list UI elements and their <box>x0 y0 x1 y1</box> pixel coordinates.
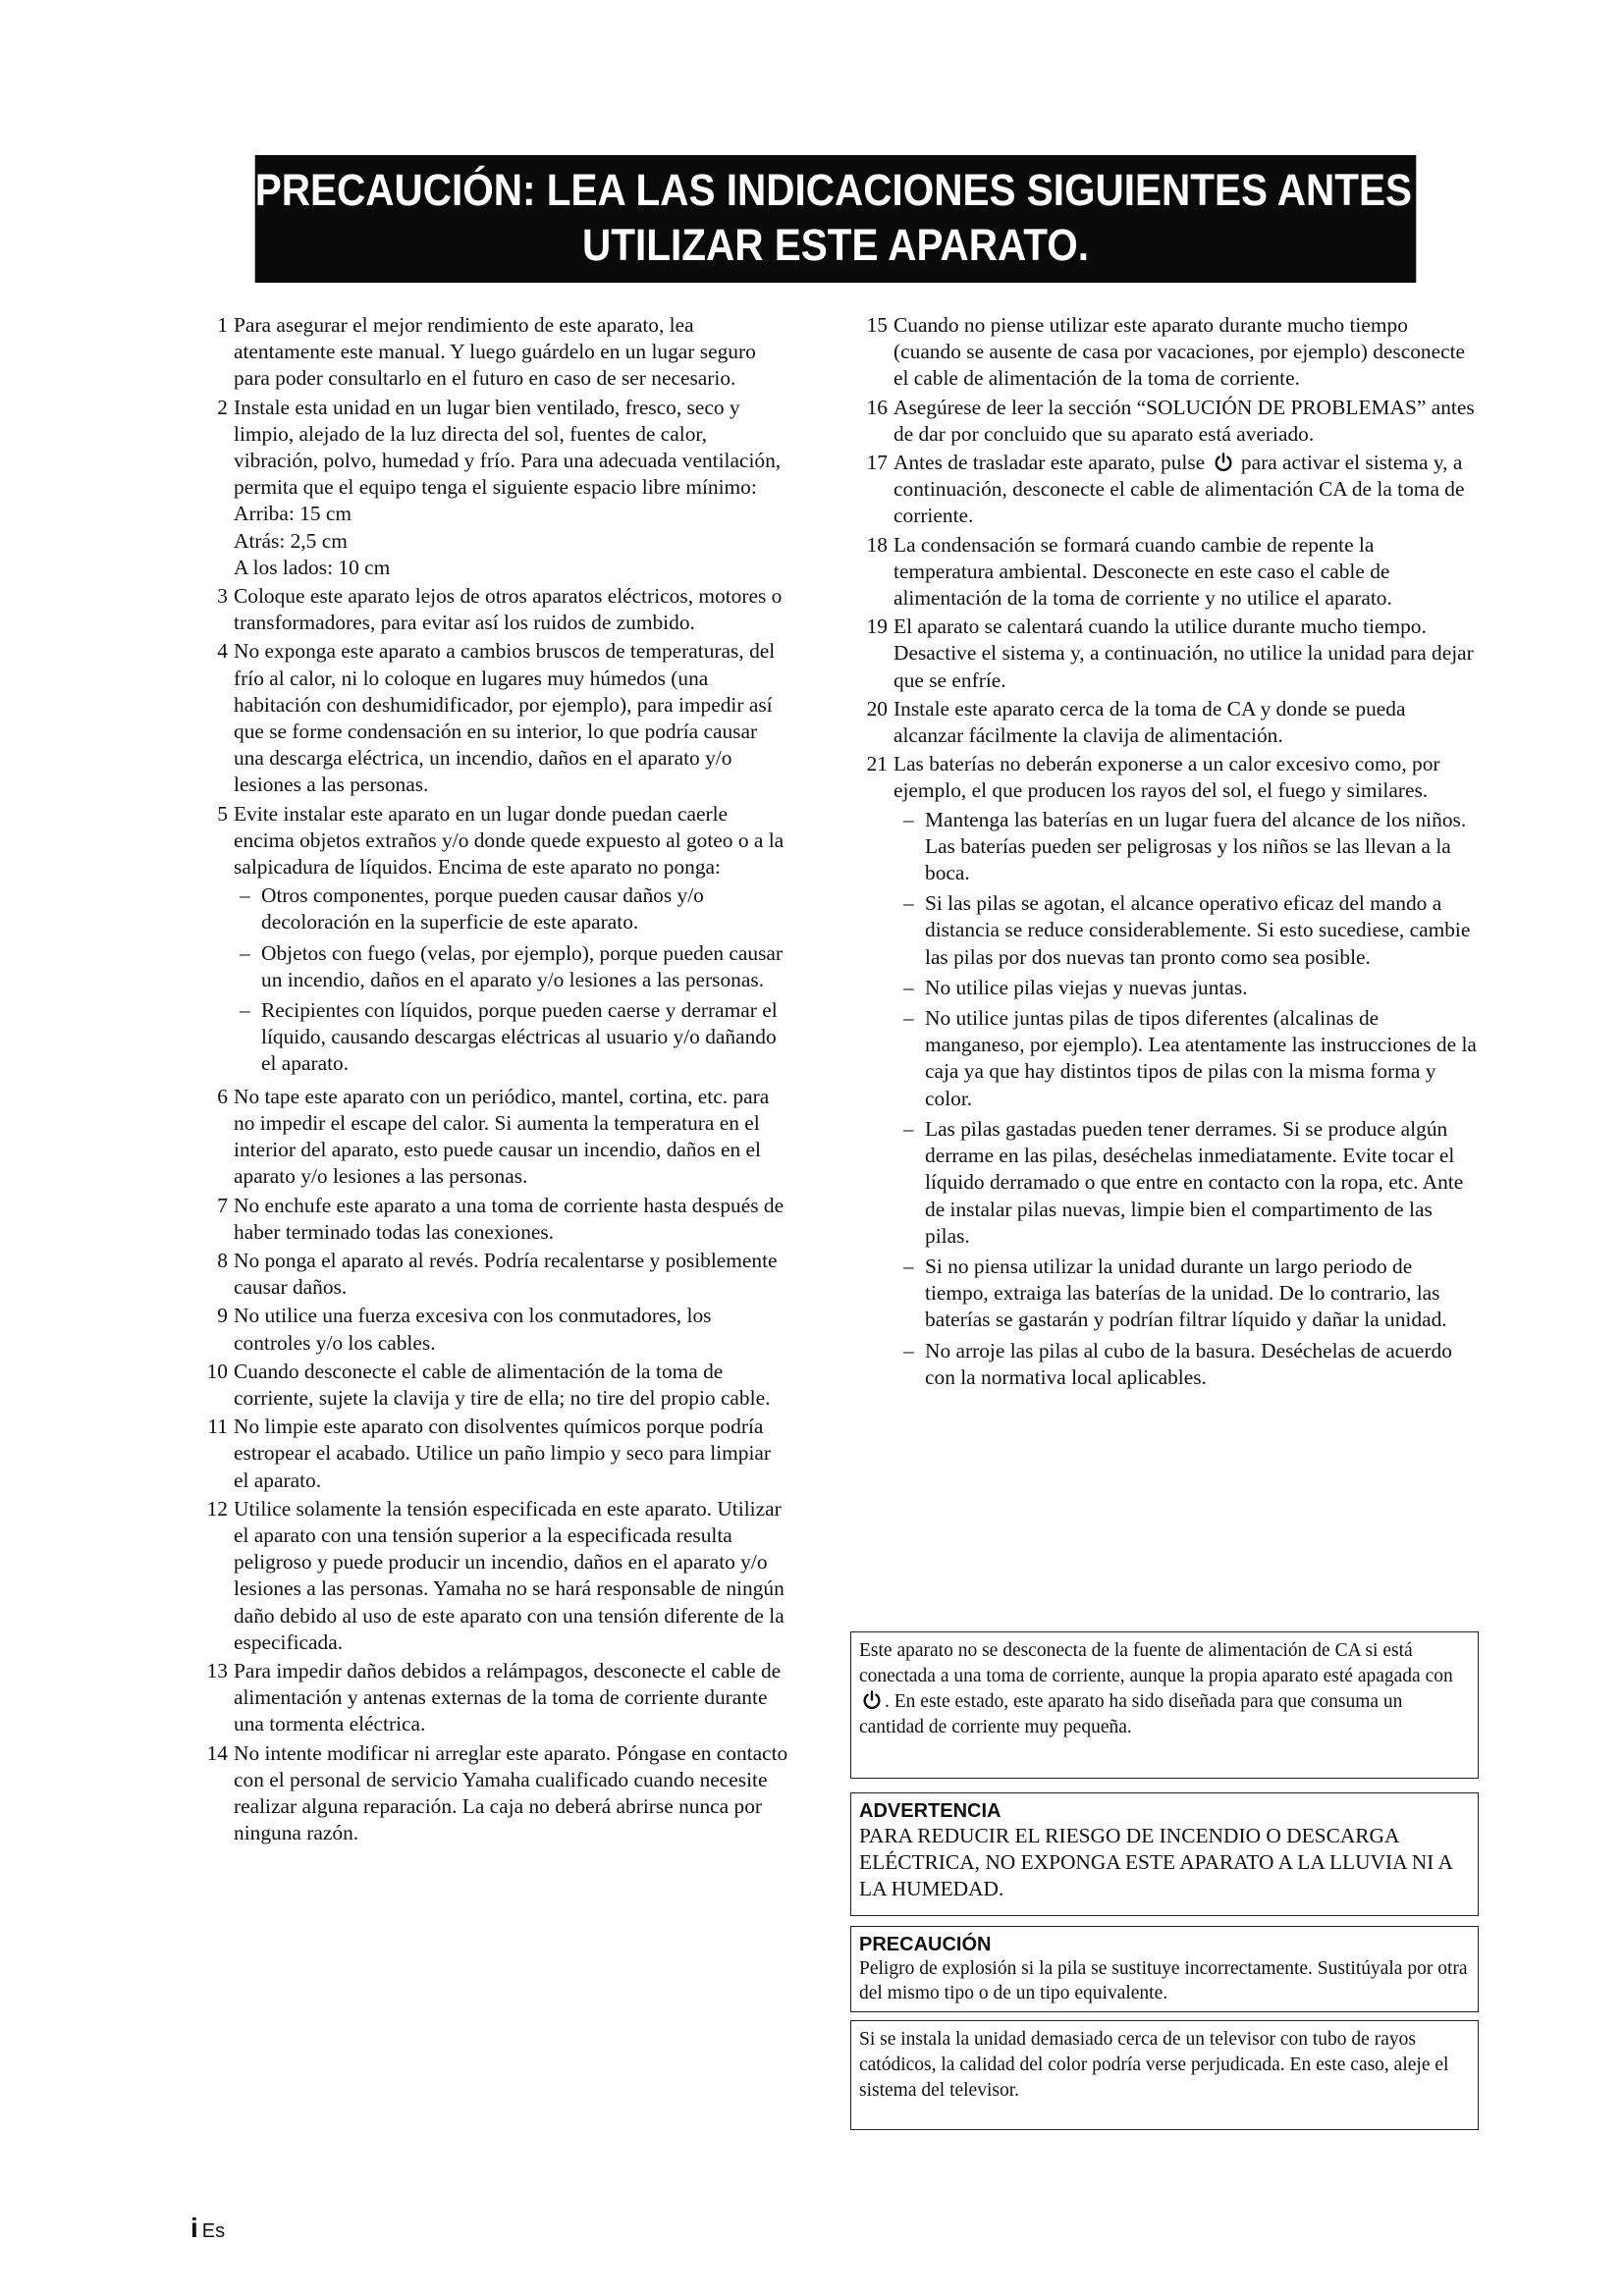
item-text: Cuando no piense utilizar este aparato durante mucho tiempo (cuando se ausente de casa por vacaciones, por ejemplo) desconecte el cable de alimentación de la toma de corriente. <box>893 313 1466 391</box>
list-item-18 <box>850 532 1479 613</box>
item-text-pre: Antes de trasladar este aparato, pulse <box>893 451 1206 475</box>
item-number: 3 <box>217 584 228 609</box>
warning-heading: ADVERTENCIA <box>859 1800 1001 1822</box>
list-item-14 <box>190 1740 789 1847</box>
left-column <box>190 312 789 1848</box>
item-text <box>893 450 1479 530</box>
item-number: 17 <box>866 451 888 475</box>
sub-item-text: Las pilas gastadas pueden tener derrames. Si se produce algún derrame en las pilas, deséchelas inmediatamente. Evite tocar el líquido derramado o que entre en contacto con la ropa, etc. Ante de instalar pilas nuevas, limpie bien el compartimento de las pilas. <box>925 1116 1464 1248</box>
standby-text-post: . En este estado, este aparato ha sido diseñada para que consuma un cantidad de corriente muy pequeña. <box>859 1691 1403 1737</box>
banner-line-2: UTILIZAR ESTE APARATO. <box>581 220 1090 270</box>
item-number: 2 <box>217 395 228 419</box>
item-number: 13 <box>206 1658 228 1682</box>
dash-marker: – <box>903 975 914 999</box>
item-number: 9 <box>217 1304 228 1328</box>
battery-sub-list <box>850 807 1479 1391</box>
item-text: Las baterías no deberán exponerse a un calor excesivo como, por ejemplo, el que producen los rayos del sol, el fuego y similares. <box>893 752 1440 803</box>
sub-list-item <box>903 890 1479 971</box>
list-item-19 <box>850 614 1479 694</box>
right-column <box>850 312 1479 1395</box>
warning-box <box>850 1792 1479 1916</box>
sub-item-text: No utilice pilas viejas y nuevas juntas. <box>925 975 1248 999</box>
clearance-top: Arriba: 15 cm <box>234 502 352 526</box>
sub-list-item <box>903 1254 1479 1334</box>
sub-item-text: No arroje las pilas al cubo de la basura. Deséchelas de acuerdo con la normativa local aplicables. <box>925 1338 1452 1389</box>
caution-heading: PRECAUCIÓN <box>859 1934 992 1955</box>
standby-notice-box <box>850 1631 1479 1779</box>
item-number: 6 <box>217 1084 228 1108</box>
item-number: 4 <box>217 639 228 664</box>
tv-notice-text: Si se instala la unidad demasiado cerca de un televisor con tubo de rayos catódicos, la calidad del color podría verse perjudicada. En este caso, aleje el sistema del televisor. <box>859 2029 1449 2101</box>
sub-item-text: Si las pilas se agotan, el alcance operativo eficaz del mando a distancia se reduce considerablemente. Si esto sucediese, cambie las pilas por dos nuevas tan pronto como sea posible. <box>925 891 1471 969</box>
clearance-back: Atrás: 2,5 cm <box>234 528 348 553</box>
list-item-13 <box>190 1658 789 1738</box>
item-number: 19 <box>866 614 888 639</box>
tv-notice-box <box>850 2020 1479 2130</box>
sub-item-text: Otros componentes, porque pueden causar daños y/o decoloración en la superficie de este aparato. <box>261 883 704 934</box>
item-number: 7 <box>217 1193 228 1217</box>
dash-marker: – <box>903 1116 914 1141</box>
item-text: No enchufe este aparato a una toma de corriente hasta después de haber terminado todas las conexiones. <box>234 1193 785 1244</box>
list-item-20 <box>850 696 1479 749</box>
sub-item-text: Mantenga las baterías en un lugar fuera del alcance de los niños. Las baterías pueden ser peligrosas y los niños se las llevan a la boca. <box>925 807 1467 885</box>
item-text: Instale este aparato cerca de la toma de CA y donde se pueda alcanzar fácilmente la clavija de alimentación. <box>893 696 1406 748</box>
power-icon <box>1213 452 1234 473</box>
sub-list-item <box>903 1005 1479 1112</box>
sub-list-item <box>240 940 789 993</box>
list-item-7 <box>190 1193 789 1246</box>
dash-marker: – <box>903 1254 914 1278</box>
item-number: 14 <box>206 1740 228 1765</box>
list-item-8 <box>190 1248 789 1301</box>
sub-item-text: Objetos con fuego (velas, por ejemplo), porque pueden causar un incendio, daños en el aparato y/o lesiones a las personas. <box>261 940 784 991</box>
language-code: Es <box>201 2220 226 2242</box>
item-number: 12 <box>206 1496 228 1521</box>
list-item-12 <box>190 1496 789 1656</box>
item-text: Para impedir daños debidos a relámpagos, desconecte el cable de alimentación y antenas externas de la toma de corriente durante una tormenta eléctrica. <box>234 1658 782 1736</box>
item-text: El aparato se calentará cuando la utilice durante mucho tiempo. Desactive el sistema y, a continuación, no utilice la unidad para dejar que se enfríe. <box>893 614 1474 692</box>
item-text: Evite instalar este aparato en un lugar donde puedan caerle encima objetos extraños y/o donde quede expuesto al goteo o a la salpicadura de líquidos. Encima de este aparato no ponga: <box>234 801 785 880</box>
page-number: i <box>190 2213 198 2243</box>
list-item-15 <box>850 312 1479 393</box>
caution-box <box>850 1926 1479 2012</box>
item-number: 20 <box>866 696 888 721</box>
item-number: 5 <box>217 801 228 826</box>
item-number: 16 <box>866 395 888 419</box>
list-item-6 <box>190 1084 789 1191</box>
item-text-post: para activar el sistema y, a continuación, desconecte el cable de alimentación CA de la toma de corriente. <box>893 451 1465 528</box>
banner-line-1: PRECAUCIÓN: LEA LAS INDICACIONES SIGUIENTES ANTES DE <box>254 165 1479 215</box>
dash-marker: – <box>240 998 250 1023</box>
list-item-10 <box>190 1359 789 1412</box>
sub-list-item <box>240 997 789 1078</box>
dash-marker: – <box>903 1006 914 1031</box>
sub-list-item <box>903 1116 1479 1250</box>
item-text: La condensación se formará cuando cambie de repente la temperatura ambiental. Desconecte en este caso el cable de alimentación de la toma de corriente y no utilice el aparato. <box>893 532 1392 611</box>
sub-item-text: No utilice juntas pilas de tipos diferentes (alcalinas de manganeso, por ejemplo). Lea atentamente las instrucciones de la caja ya que hay distintos tipos de pilas con la misma forma y color. <box>925 1006 1477 1110</box>
sub-list-item <box>240 882 789 935</box>
item-text: Coloque este aparato lejos de otros aparatos eléctricos, motores o transformadores, para evitar así los ruidos de zumbido. <box>234 584 783 635</box>
dash-marker: – <box>240 940 250 965</box>
item-text: No utilice una fuerza excesiva con los conmutadores, los controles y/o los cables. <box>234 1304 712 1355</box>
item-text: No tape este aparato con un periódico, mantel, cortina, etc. para no impedir el escape del calor. Si aumenta la temperatura en el interior del aparato, esto puede causar un incendio, daños en el aparato y/o lesiones a las personas. <box>234 1084 770 1189</box>
item-number: 8 <box>217 1248 228 1272</box>
list-item-11 <box>190 1414 789 1494</box>
item-text: No intente modificar ni arreglar este aparato. Póngase en contacto con el personal de servicio Yamaha cualificado cuando necesite realizar alguna reparación. La caja no deberá abrirse nunca por ninguna razón. <box>234 1740 788 1845</box>
item-number: 10 <box>206 1359 228 1383</box>
dash-marker: – <box>903 891 914 916</box>
caution-text: Peligro de explosión si la pila se sustituye incorrectamente. Sustitúyala por otra del mismo tipo o de un tipo equivalente. <box>859 1958 1468 2003</box>
item-number: 11 <box>207 1415 228 1439</box>
dash-marker: – <box>903 807 914 831</box>
power-icon <box>861 1689 883 1711</box>
item-text: Para asegurar el mejor rendimiento de este aparato, lea atentamente este manual. Y luego guárdelo en un lugar seguro para poder consultarlo en el futuro en caso de ser necesario. <box>234 313 756 391</box>
list-item-9 <box>190 1303 789 1356</box>
sub-list-item <box>903 1338 1479 1391</box>
item-text: No ponga el aparato al revés. Podría recalentarse y posiblemente causar daños. <box>234 1248 778 1300</box>
item-text: Cuando desconecte el cable de alimentación de la toma de corriente, sujete la clavija y tire de ella; no tire del propio cable. <box>234 1359 771 1410</box>
list-item-1 <box>190 312 789 393</box>
item-text: Asegúrese de leer la sección “SOLUCIÓN DE PROBLEMAS” antes de dar por concluido que su aparato está averiado. <box>893 395 1475 446</box>
item-number: 15 <box>866 313 888 337</box>
sub-list-item <box>903 807 1479 887</box>
item-number: 21 <box>866 752 888 776</box>
dash-marker: – <box>240 883 250 908</box>
item-number: 1 <box>217 313 228 337</box>
list-item-17 <box>850 450 1479 530</box>
item-number: 18 <box>866 532 888 557</box>
sub-item-text: Si no piensa utilizar la unidad durante un largo periodo de tiempo, extraiga las baterías de la unidad. De lo contrario, las baterías se gastarán y podrían filtrar líquido y dañar la unidad. <box>925 1254 1447 1332</box>
list-item-21 <box>850 751 1479 804</box>
page-footer <box>190 2215 225 2245</box>
caution-banner <box>254 155 1479 283</box>
item-text: No exponga este aparato a cambios bruscos de temperaturas, del frío al calor, ni lo coloque en lugares muy húmedos (una habitación con deshumidificador, por ejemplo), para impedir así que se forme condensación en su interior, lo que podría causar una descarga eléctrica, un incendio, daños en el aparato y/o lesiones a las personas. <box>234 639 776 797</box>
list-item-4 <box>190 638 789 798</box>
standby-text-pre: Este aparato no se desconecta de la fuente de alimentación de CA si está conectada a una toma de corriente, aunque la propia aparato esté apagada con <box>859 1640 1453 1686</box>
list-item-5 <box>190 801 789 1082</box>
dash-marker: – <box>903 1338 914 1362</box>
warning-text: PARA REDUCIR EL RIESGO DE INCENDIO O DESCARGA ELÉCTRICA, NO EXPONGA ESTE APARATO A LA LLUVIA NI A LA HUMEDAD. <box>859 1824 1452 1900</box>
sub-list <box>234 882 789 1077</box>
sub-item-text: Recipientes con líquidos, porque pueden caerse y derramar el líquido, causando descargas eléctricas al usuario y/o dañando el aparato. <box>261 998 778 1076</box>
item-text: Utilice solamente la tensión especificada en este aparato. Utilizar el aparato con una tensión superior a la especificada resulta peligroso y puede producir un incendio, daños en el aparato y/o lesiones a las personas. Yamaha no se hará responsable de ningún daño debido al uso de este aparato con una tensión diferente de la especificada. <box>234 1496 785 1654</box>
item-text: No limpie este aparato con disolventes químicos porque podría estropear el acabado. Utilice un paño limpio y seco para limpiar el aparato. <box>234 1415 772 1492</box>
list-item-16 <box>850 395 1479 448</box>
clearance-sides: A los lados: 10 cm <box>234 555 391 579</box>
list-item-2 <box>190 395 789 581</box>
item-text: Instale esta unidad en un lugar bien ventilado, fresco, seco y limpio, alejado de la luz directa del sol, fuentes de calor, vibración, polvo, humedad y frío. Para una adecuada ventilación, permita que el equipo tenga el siguiente espacio libre mínimo: <box>234 395 782 500</box>
sub-list-item <box>903 975 1479 1001</box>
list-item-3 <box>190 583 789 636</box>
